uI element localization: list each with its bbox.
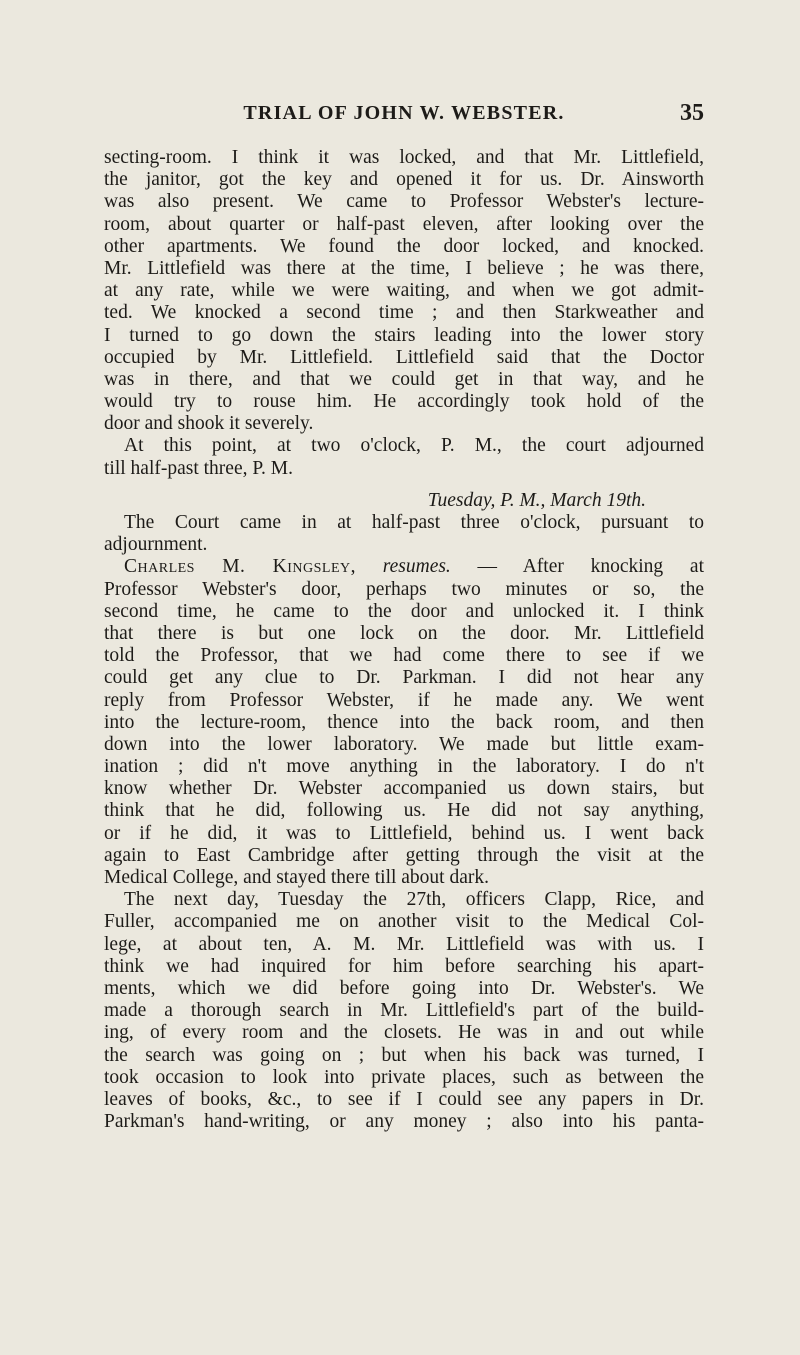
text-line: the search was going on ; but when his back was turned, I bbox=[104, 1044, 704, 1066]
witness-action: resumes. bbox=[382, 556, 451, 578]
text-line: other apartments. We found the door locked, and knocked. bbox=[104, 235, 704, 257]
text-line: again to East Cambridge after getting through the visit at the bbox=[104, 844, 704, 866]
paragraph-adjournment bbox=[104, 435, 704, 479]
paragraph-testimony bbox=[104, 556, 704, 889]
text-line: Medical College, and stayed there till about dark. bbox=[104, 867, 490, 888]
text-line: into the lecture-room, thence into the back room, and then bbox=[104, 711, 704, 733]
text-line: think we had inquired for him before searching his apart- bbox=[104, 955, 704, 977]
text-line: could get any clue to Dr. Parkman. I did not hear any bbox=[104, 667, 704, 689]
text-line: would try to rouse him. He accordingly took hold of the bbox=[104, 391, 704, 413]
text-line: I turned to go down the stairs leading into the lower story bbox=[104, 324, 704, 346]
text-line: the janitor, got the key and opened it for us. Dr. Ainsworth bbox=[104, 169, 704, 191]
running-title: TRIAL OF JOHN W. WEBSTER. bbox=[243, 102, 565, 124]
body-text bbox=[104, 147, 704, 1133]
session-dateline: Tuesday, P. M., March 19th. bbox=[427, 489, 646, 511]
page-number: 35 bbox=[680, 100, 704, 126]
text-fragment: — After knocking at bbox=[450, 556, 704, 578]
text-line: second time, he came to the door and unlocked it. I think bbox=[104, 600, 704, 622]
running-head bbox=[104, 100, 704, 136]
paragraph-court-resumed bbox=[104, 512, 704, 556]
text-line: took occasion to look into private places, such as between the bbox=[104, 1066, 704, 1088]
text-line: Parkman's hand-writing, or any money ; also into his panta- bbox=[104, 1111, 704, 1133]
text-line: door and shook it severely. bbox=[104, 413, 314, 435]
text-line: or if he did, it was to Littlefield, behind us. I went back bbox=[104, 822, 704, 844]
text-line: told the Professor, that we had come there to see if we bbox=[104, 645, 704, 667]
text-line: Professor Webster's door, perhaps two minutes or so, the bbox=[104, 578, 704, 600]
paragraph-next-day bbox=[104, 889, 704, 1133]
text-line: that there is but one lock on the door. Mr. Littlefield bbox=[104, 622, 704, 644]
text-line bbox=[104, 556, 704, 578]
text-line: occupied by Mr. Littlefield. Littlefield said that the Doctor bbox=[104, 346, 704, 368]
text-line: Fuller, accompanied me on another visit to the Medical Col- bbox=[104, 911, 704, 933]
text-line: made a thorough search in Mr. Littlefield's part of the build- bbox=[104, 1000, 704, 1022]
text-line: ination ; did n't move anything in the laboratory. I do n't bbox=[104, 756, 704, 778]
paragraph-continuation bbox=[104, 147, 704, 435]
text-line: The Court came in at half-past three o'clock, pursuant to bbox=[124, 512, 704, 533]
text-line: leaves of books, &c., to see if I could see any papers in Dr. bbox=[104, 1088, 704, 1110]
text-line: ing, of every room and the closets. He was in and out while bbox=[104, 1022, 704, 1044]
text-line: ted. We knocked a second time ; and then Starkweather and bbox=[104, 302, 704, 324]
text-line: till half-past three, P. M. bbox=[104, 457, 294, 479]
text-line: reply from Professor Webster, if he made any. We went bbox=[104, 689, 704, 711]
text-line: was also present. We came to Professor Webster's lecture- bbox=[104, 191, 704, 213]
text-line: The next day, Tuesday the 27th, officers Clapp, Rice, and bbox=[124, 889, 704, 911]
text-line: lege, at about ten, A. M. Mr. Littlefield was with us. I bbox=[104, 933, 704, 955]
witness-name: Charles M. Kingsley, bbox=[124, 556, 356, 578]
text-line: At this point, at two o'clock, P. M., the court adjourned bbox=[124, 435, 704, 457]
text-line: ments, which we did before going into Dr. Webster's. We bbox=[104, 977, 704, 999]
text-line: Mr. Littlefield was there at the time, I believe ; he was there, bbox=[104, 257, 704, 279]
text-line: at any rate, while we were waiting, and when we got admit- bbox=[104, 280, 704, 302]
text-line: down into the lower laboratory. We made but little exam- bbox=[104, 733, 704, 755]
text-line: think that he did, following us. He did not say anything, bbox=[104, 800, 704, 822]
text-line: room, about quarter or half-past eleven, after looking over the bbox=[104, 213, 704, 235]
text-line: was in there, and that we could get in that way, and he bbox=[104, 368, 704, 390]
text-line: know whether Dr. Webster accompanied us down stairs, but bbox=[104, 778, 704, 800]
text-line: secting-room. I think it was locked, and that Mr. Littlefield, bbox=[104, 147, 704, 168]
text-line: adjournment. bbox=[104, 534, 208, 556]
